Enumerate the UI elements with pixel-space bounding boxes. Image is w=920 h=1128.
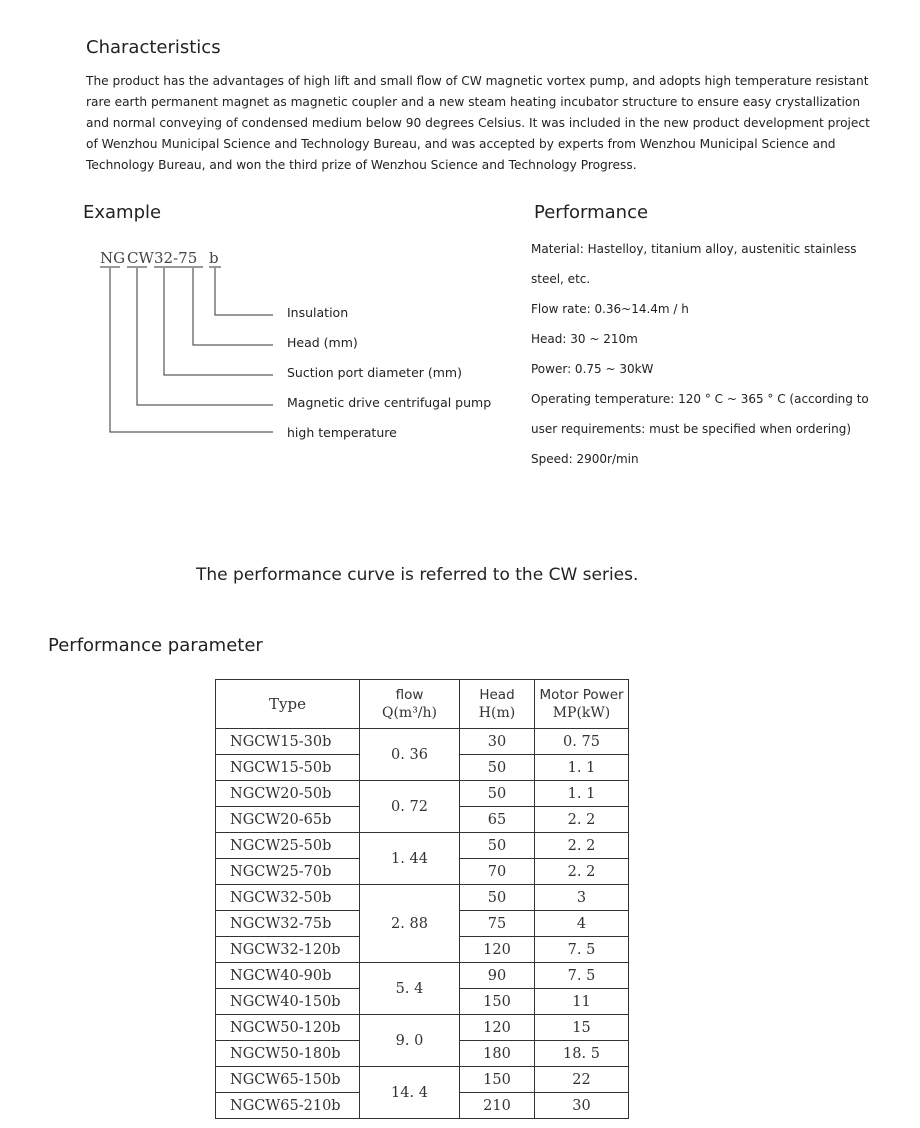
cell-head: 50	[460, 781, 535, 807]
table-row	[216, 833, 629, 859]
code-part-cw: CW	[127, 249, 154, 267]
cell-flow: 2. 88	[360, 885, 460, 963]
characteristics-line: rare earth permanent magnet as magnetic coupler and a new steam heating incubator structure to ensure easy crystallization	[86, 95, 861, 109]
cell-type: NGCW20-65b	[216, 807, 360, 833]
cell-head: 150	[460, 1067, 535, 1093]
characteristics-line: The product has the advantages of high lift and small flow of CW magnetic vortex pump, and adopts high temperature resistant	[86, 74, 869, 88]
cell-power: 2. 2	[535, 833, 629, 859]
cell-power: 4	[535, 911, 629, 937]
table-row	[216, 1067, 629, 1093]
cell-power: 7. 5	[535, 963, 629, 989]
cell-head: 180	[460, 1041, 535, 1067]
label-insulation: Insulation	[287, 305, 349, 320]
cell-type: NGCW25-50b	[216, 833, 360, 859]
cell-type: NGCW32-75b	[216, 911, 360, 937]
cell-type: NGCW20-50b	[216, 781, 360, 807]
label-head: Head (mm)	[287, 335, 358, 350]
code-part-ng: NG	[100, 249, 126, 267]
performance-title: Performance	[534, 202, 649, 223]
cell-type: NGCW40-90b	[216, 963, 360, 989]
cell-power: 0. 75	[535, 729, 629, 755]
curve-note: The performance curve is referred to the CW series.	[196, 565, 639, 585]
table-row	[216, 729, 629, 755]
cell-power: 1. 1	[535, 755, 629, 781]
cell-power: 15	[535, 1015, 629, 1041]
table-row	[216, 885, 629, 911]
cell-type: NGCW50-180b	[216, 1041, 360, 1067]
header-head: Head H(m)	[460, 680, 535, 729]
cell-type: NGCW15-50b	[216, 755, 360, 781]
cell-power: 1. 1	[535, 781, 629, 807]
performance-line: Speed: 2900r/min	[531, 452, 639, 466]
cell-power: 30	[535, 1093, 629, 1119]
characteristics-title: Characteristics	[86, 37, 221, 58]
table-header-row	[216, 680, 629, 729]
cell-head: 50	[460, 833, 535, 859]
label-magnetic-drive: Magnetic drive centrifugal pump	[287, 395, 492, 410]
cell-type: NGCW32-50b	[216, 885, 360, 911]
cell-power: 18. 5	[535, 1041, 629, 1067]
cell-type: NGCW32-120b	[216, 937, 360, 963]
cell-head: 90	[460, 963, 535, 989]
performance-line: user requirements: must be specified when ordering)	[531, 422, 852, 436]
code-part-suffix: b	[209, 249, 219, 267]
model-code-diagram	[0, 0, 500, 460]
cell-type: NGCW65-150b	[216, 1067, 360, 1093]
cell-head: 120	[460, 937, 535, 963]
cell-head: 30	[460, 729, 535, 755]
example-title: Example	[83, 202, 162, 223]
cell-power: 7. 5	[535, 937, 629, 963]
cell-flow: 14. 4	[360, 1067, 460, 1119]
cell-flow: 1. 44	[360, 833, 460, 885]
cell-type: NGCW25-70b	[216, 859, 360, 885]
characteristics-line: of Wenzhou Municipal Science and Technology Bureau, and was accepted by experts from Wenzhou Municipal Science and	[86, 137, 836, 151]
characteristics-line: Technology Bureau, and won the third prize of Wenzhou Science and Technology Progress.	[86, 158, 637, 172]
cell-head: 50	[460, 885, 535, 911]
label-high-temperature: high temperature	[287, 425, 397, 440]
table-row	[216, 781, 629, 807]
cell-power: 2. 2	[535, 807, 629, 833]
cell-head: 150	[460, 989, 535, 1015]
header-type: Type	[216, 680, 360, 729]
cell-head: 75	[460, 911, 535, 937]
characteristics-line: and normal conveying of condensed medium below 90 degrees Celsius. It was included in the new product development project	[86, 116, 870, 130]
performance-line: Flow rate: 0.36~14.4m / h	[531, 302, 689, 316]
cell-power: 3	[535, 885, 629, 911]
cell-head: 65	[460, 807, 535, 833]
header-power: Motor Power MP(kW)	[535, 680, 629, 729]
cell-type: NGCW40-150b	[216, 989, 360, 1015]
cell-type: NGCW65-210b	[216, 1093, 360, 1119]
label-suction-port: Suction port diameter (mm)	[287, 365, 462, 380]
table-row	[216, 1015, 629, 1041]
cell-flow: 0. 36	[360, 729, 460, 781]
performance-line: Operating temperature: 120 ° C ~ 365 ° C (according to	[531, 392, 869, 406]
table-row	[216, 963, 629, 989]
performance-line: Material: Hastelloy, titanium alloy, austenitic stainless	[531, 242, 857, 256]
cell-power: 11	[535, 989, 629, 1015]
cell-flow: 5. 4	[360, 963, 460, 1015]
performance-line: steel, etc.	[531, 272, 591, 286]
cell-power: 2. 2	[535, 859, 629, 885]
cell-power: 22	[535, 1067, 629, 1093]
cell-type: NGCW50-120b	[216, 1015, 360, 1041]
cell-head: 50	[460, 755, 535, 781]
cell-type: NGCW15-30b	[216, 729, 360, 755]
cell-head: 70	[460, 859, 535, 885]
cell-flow: 0. 72	[360, 781, 460, 833]
cell-flow: 9. 0	[360, 1015, 460, 1067]
performance-line: Power: 0.75 ~ 30kW	[531, 362, 654, 376]
parameters-title: Performance parameter	[48, 635, 263, 656]
cell-head: 120	[460, 1015, 535, 1041]
header-flow: flow Q(m³/h)	[360, 680, 460, 729]
cell-head: 210	[460, 1093, 535, 1119]
performance-line: Head: 30 ~ 210m	[531, 332, 638, 346]
code-part-size: 32-75	[154, 249, 198, 267]
performance-parameter-table	[215, 679, 629, 1119]
